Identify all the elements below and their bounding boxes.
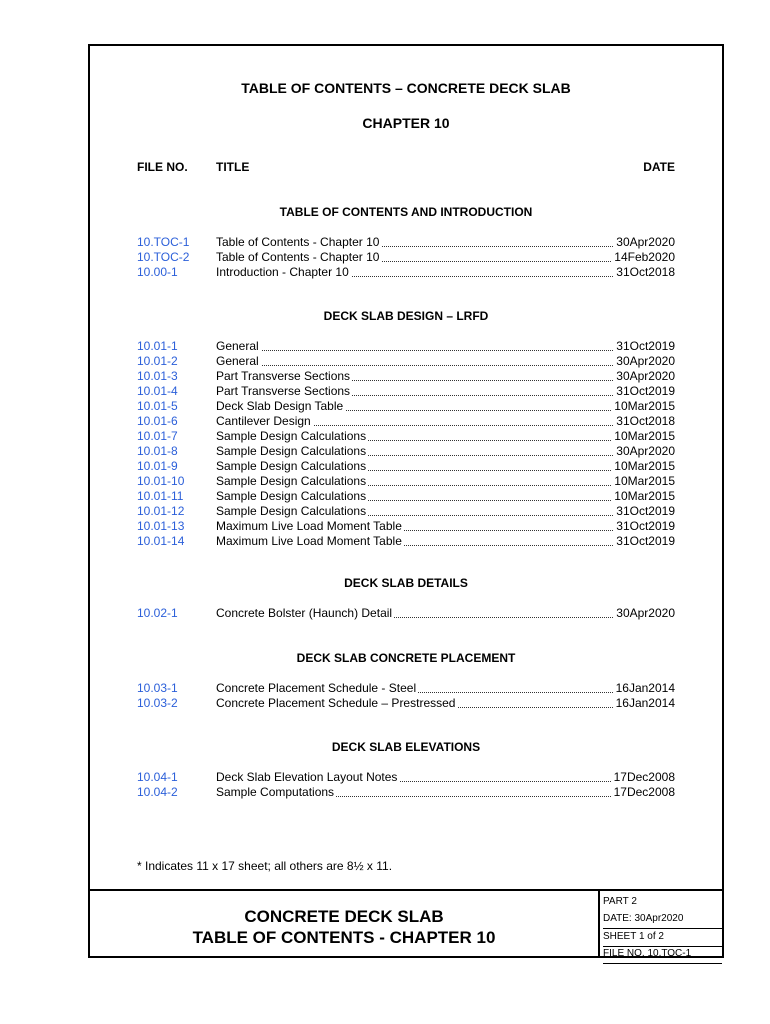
entry-title: Sample Design Calculations (216, 474, 367, 488)
section-heading: DECK SLAB DESIGN – LRFD (323, 309, 489, 323)
entry-date: 10Mar2015 (614, 399, 675, 413)
toc-row (137, 354, 675, 369)
entry-title: Part Transverse Sections (216, 384, 351, 398)
file-number-link[interactable]: 10.01-5 (137, 399, 178, 413)
file-number-link[interactable]: 10.01-10 (137, 474, 185, 488)
toc-row (137, 785, 675, 800)
title-block-main (90, 891, 598, 956)
entry-title: General (216, 354, 259, 368)
entry-title: General (216, 339, 259, 353)
file-number-link[interactable]: 10.01-13 (137, 519, 185, 533)
entry-date: 17Dec2008 (613, 785, 675, 799)
entry-date: 10Mar2015 (614, 474, 675, 488)
toc-row (137, 339, 675, 354)
toc-row (137, 429, 675, 444)
file-number-link[interactable]: 10.03-2 (137, 696, 178, 710)
entry-title: Cantilever Design (216, 414, 311, 428)
entry-title: Sample Design Calculations (216, 444, 367, 458)
toc-row (137, 504, 675, 519)
file-number-link[interactable]: 10.01-1 (137, 339, 178, 353)
entry-date: 31Oct2018 (616, 265, 675, 279)
toc-row (137, 459, 675, 474)
toc-row (137, 489, 675, 504)
entry-date: 30Apr2020 (616, 235, 675, 249)
section-entries (137, 681, 675, 711)
entry-date: 31Oct2019 (616, 504, 675, 518)
entry-date: 14Feb2020 (614, 250, 675, 264)
toc-row (137, 369, 675, 384)
toc-row (137, 444, 675, 459)
entry-date: 30Apr2020 (616, 444, 675, 458)
toc-row (137, 235, 675, 250)
entry-title: Table of Contents - Chapter 10 (216, 250, 380, 264)
file-number-link[interactable]: 10.04-2 (137, 785, 178, 799)
file-number-link[interactable]: 10.03-1 (137, 681, 178, 695)
file-number-link[interactable]: 10.01-6 (137, 414, 178, 428)
entry-title: Sample Computations (216, 785, 335, 799)
dot-leader (216, 350, 613, 351)
toc-row (137, 414, 675, 429)
entry-date: 31Oct2019 (616, 534, 675, 548)
entry-date: 31Oct2019 (616, 384, 675, 398)
date-label: DATE: 30Apr2020 (603, 911, 722, 929)
file-number-link[interactable]: 10.01-7 (137, 429, 178, 443)
entry-title: Concrete Placement Schedule - Steel (216, 681, 417, 695)
title-block-line-1: CONCRETE DECK SLAB (244, 907, 444, 926)
entry-title: Deck Slab Design Table (216, 399, 344, 413)
entry-title: Concrete Bolster (Haunch) Detail (216, 606, 393, 620)
toc-row (137, 534, 675, 549)
file-number-link[interactable]: 10.01-3 (137, 369, 178, 383)
title-block-meta (598, 891, 722, 959)
file-number-link[interactable]: 10.02-1 (137, 606, 178, 620)
section-heading: TABLE OF CONTENTS AND INTRODUCTION (279, 205, 533, 219)
entry-date: 31Oct2019 (616, 519, 675, 533)
column-header-file-no: FILE NO. (137, 160, 188, 174)
file-no-label: FILE NO. 10.TOC-1 (603, 946, 722, 964)
section-heading: DECK SLAB ELEVATIONS (331, 740, 481, 754)
file-number-link[interactable]: 10.00-1 (137, 265, 178, 279)
toc-row (137, 696, 675, 711)
file-number-link[interactable]: 10.TOC-1 (137, 235, 190, 249)
entry-date: 10Mar2015 (614, 459, 675, 473)
section-entries (137, 770, 675, 800)
document-sheet (88, 44, 724, 958)
sheet-label: SHEET 1 of 2 (603, 929, 722, 947)
entry-title: Maximum Live Load Moment Table (216, 534, 402, 548)
section-entries (137, 606, 675, 621)
file-number-link[interactable]: 10.01-14 (137, 534, 185, 548)
toc-row (137, 519, 675, 534)
toc-row (137, 770, 675, 785)
toc-row (137, 681, 675, 696)
entry-title: Sample Design Calculations (216, 504, 367, 518)
toc-row (137, 265, 675, 280)
title-block-line-2: TABLE OF CONTENTS - CHAPTER 10 (192, 928, 496, 947)
column-header-date: DATE (643, 160, 675, 174)
footnote: * Indicates 11 x 17 sheet; all others are 8½ x 11. (137, 859, 393, 873)
chapter-heading: CHAPTER 10 (362, 115, 450, 131)
entry-date: 30Apr2020 (616, 369, 675, 383)
file-number-link[interactable]: 10.01-9 (137, 459, 178, 473)
entry-title: Introduction - Chapter 10 (216, 265, 349, 279)
file-number-link[interactable]: 10.01-2 (137, 354, 178, 368)
file-number-link[interactable]: 10.TOC-2 (137, 250, 190, 264)
file-number-link[interactable]: 10.04-1 (137, 770, 178, 784)
toc-row (137, 606, 675, 621)
part-label: PART 2 (603, 896, 637, 907)
entry-date: 30Apr2020 (616, 606, 675, 620)
entry-date: 31Oct2018 (616, 414, 675, 428)
entry-date: 10Mar2015 (614, 489, 675, 503)
document-title: TABLE OF CONTENTS – CONCRETE DECK SLAB (241, 80, 571, 96)
entry-date: 16Jan2014 (615, 696, 675, 710)
section-entries (137, 235, 675, 280)
entry-title: Table of Contents - Chapter 10 (216, 235, 380, 249)
file-number-link[interactable]: 10.01-11 (137, 489, 184, 503)
toc-row (137, 250, 675, 265)
file-number-link[interactable]: 10.01-12 (137, 504, 185, 518)
entry-date: 16Jan2014 (615, 681, 675, 695)
entry-title: Sample Design Calculations (216, 489, 367, 503)
entry-title: Sample Design Calculations (216, 459, 367, 473)
entry-title: Sample Design Calculations (216, 429, 367, 443)
column-header-title: TITLE (216, 160, 250, 174)
entry-date: 10Mar2015 (614, 429, 675, 443)
file-number-link[interactable]: 10.01-4 (137, 384, 178, 398)
entry-date: 17Dec2008 (613, 770, 675, 784)
dot-leader (216, 365, 613, 366)
toc-row (137, 384, 675, 399)
entry-title: Deck Slab Elevation Layout Notes (216, 770, 398, 784)
section-entries (137, 339, 675, 549)
title-block (90, 889, 722, 959)
entry-date: 30Apr2020 (616, 354, 675, 368)
toc-row (137, 399, 675, 414)
section-heading: DECK SLAB DETAILS (344, 576, 468, 590)
toc-row (137, 474, 675, 489)
file-number-link[interactable]: 10.01-8 (137, 444, 178, 458)
section-heading: DECK SLAB CONCRETE PLACEMENT (296, 651, 516, 665)
entry-title: Concrete Placement Schedule – Prestressed (216, 696, 456, 710)
entry-date: 31Oct2019 (616, 339, 675, 353)
entry-title: Maximum Live Load Moment Table (216, 519, 402, 533)
entry-title: Part Transverse Sections (216, 369, 351, 383)
